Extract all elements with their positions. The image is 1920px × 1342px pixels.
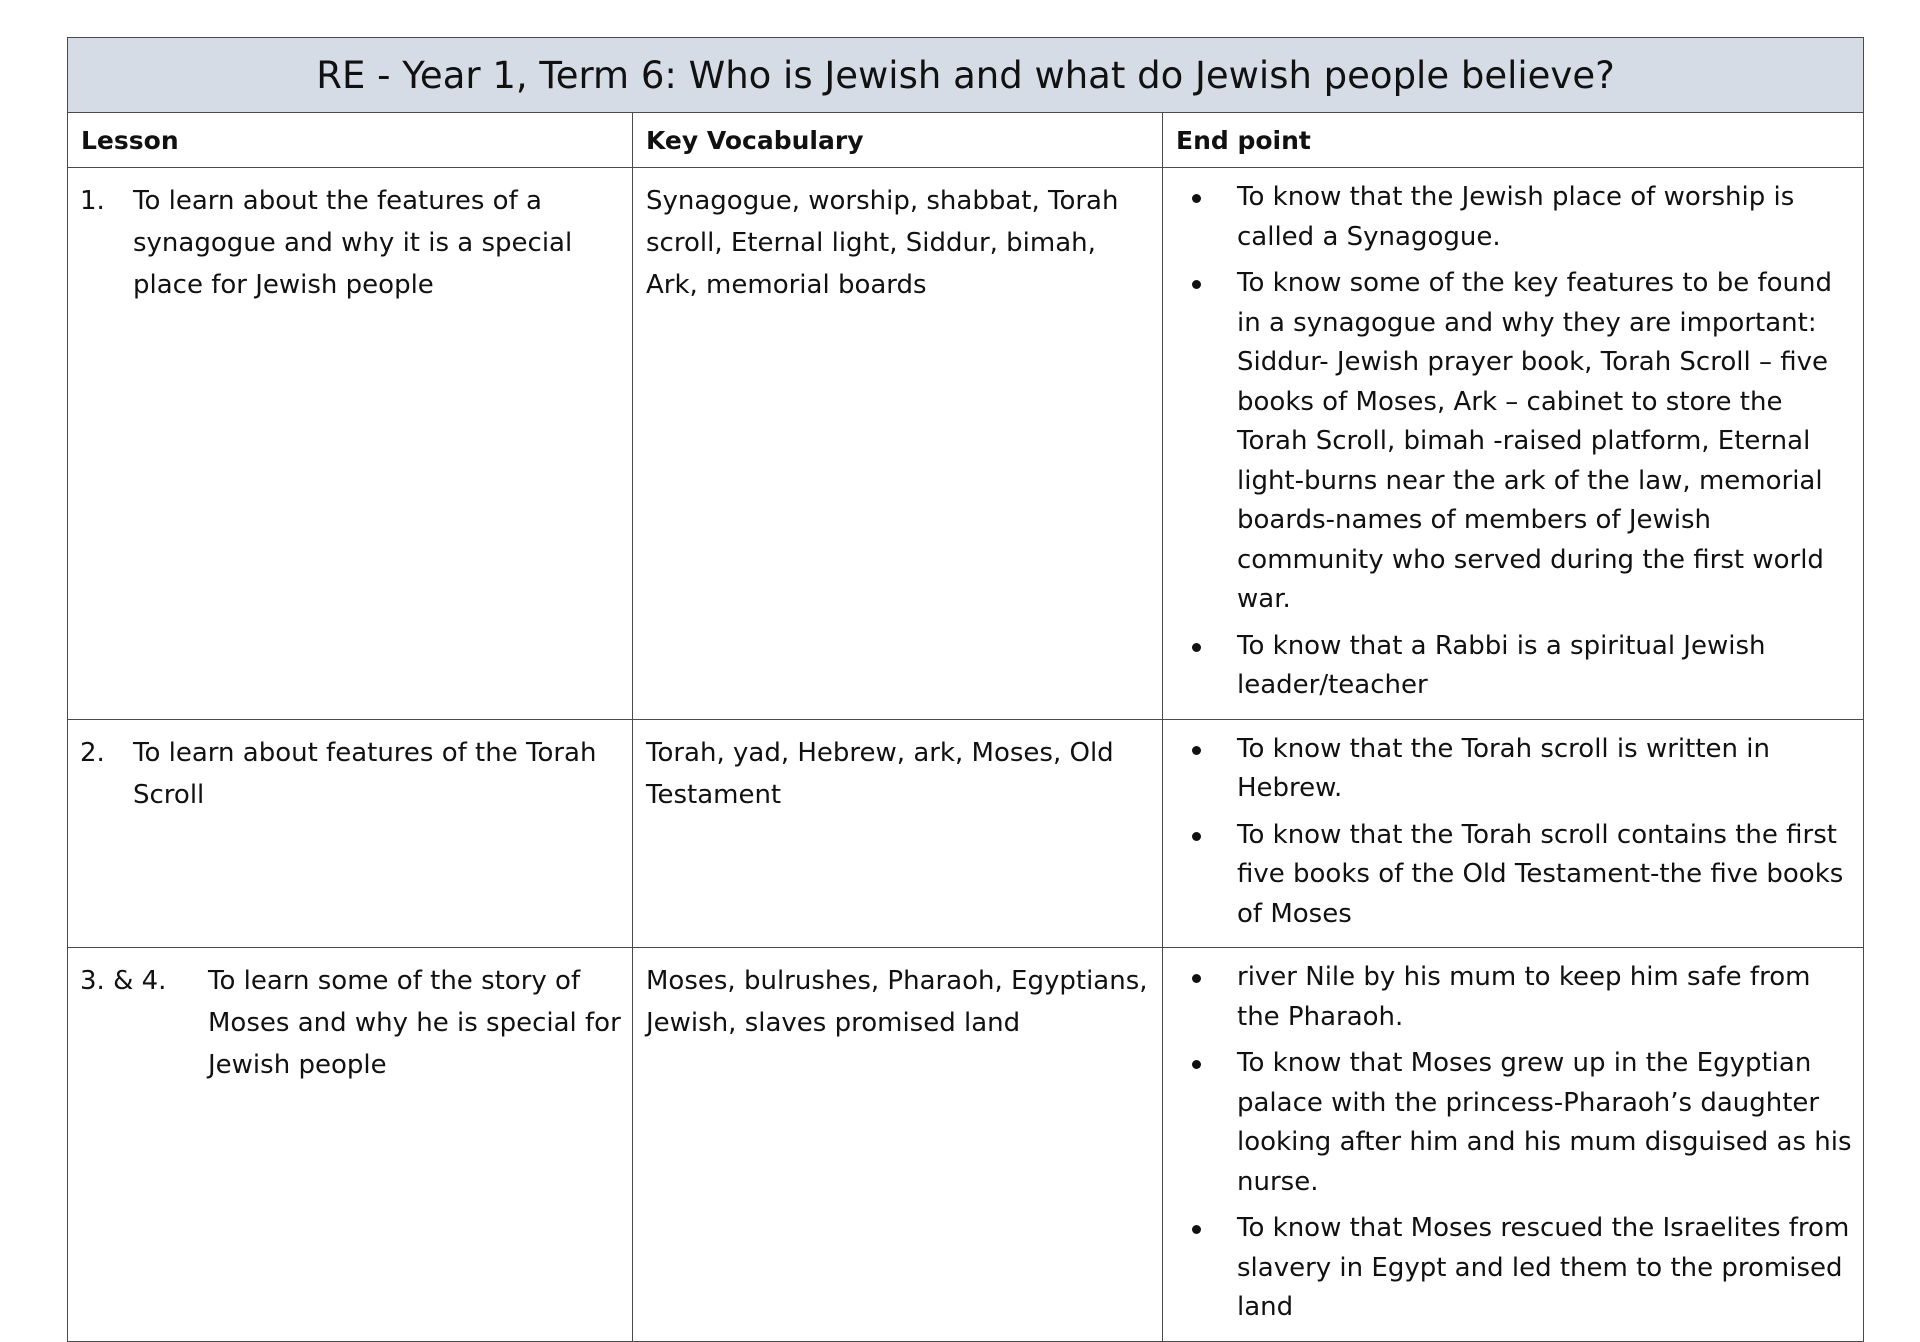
endpoint-cell [1163, 168, 1864, 720]
endpoint-text: river Nile by his mum to keep him safe from the Pharaoh. [1237, 962, 1811, 1032]
bullet-icon [1192, 1225, 1201, 1234]
lesson-text: To learn some of the story of Moses and why he is special for Jewish people [208, 966, 621, 1080]
endpoint-list [1163, 178, 1853, 706]
curriculum-table [67, 37, 1864, 1342]
list-item [1163, 178, 1853, 257]
endpoint-cell [1163, 948, 1864, 1342]
endpoint-cell [1163, 719, 1864, 948]
table-row [68, 168, 1864, 720]
list-item [1163, 627, 1853, 706]
header-end-point: End point [1163, 113, 1864, 168]
lesson-entry [80, 180, 622, 306]
bullet-icon [1192, 643, 1201, 652]
list-item [1163, 816, 1853, 935]
page-title: RE - Year 1, Term 6: Who is Jewish and what do Jewish people believe? [68, 38, 1864, 113]
lesson-entry [80, 960, 622, 1086]
list-item [1163, 958, 1853, 1037]
list-item [1163, 1044, 1853, 1202]
bullet-icon [1192, 832, 1201, 841]
endpoint-list [1163, 730, 1853, 935]
lesson-cell [68, 948, 633, 1342]
lesson-cell [68, 168, 633, 720]
bullet-icon [1192, 194, 1201, 203]
header-key-vocabulary: Key Vocabulary [633, 113, 1163, 168]
endpoint-list [1163, 958, 1853, 1328]
endpoint-text: To know that a Rabbi is a spiritual Jewish leader/teacher [1237, 630, 1766, 700]
vocab-cell: Torah, yad, Hebrew, ark, Moses, Old Testament [633, 719, 1163, 948]
header-row [68, 113, 1864, 168]
lesson-number: 3. & 4. [80, 966, 167, 996]
header-lesson: Lesson [68, 113, 633, 168]
bullet-icon [1192, 280, 1201, 289]
lesson-entry [80, 732, 622, 816]
endpoint-text: To know that Moses rescued the Israelites from slavery in Egypt and led them to the promised land [1237, 1213, 1850, 1322]
vocab-cell: Moses, bulrushes, Pharaoh, Egyptians, Jewish, slaves promised land [633, 948, 1163, 1342]
lesson-number: 2. [80, 737, 105, 768]
list-item [1163, 1209, 1853, 1328]
title-row [68, 38, 1864, 113]
lesson-text: To learn about the features of a synagogue and why it is a special place for Jewish people [133, 186, 573, 300]
lesson-text: To learn about features of the Torah Scroll [133, 737, 597, 810]
endpoint-text: To know that the Torah scroll is written in Hebrew. [1237, 733, 1770, 803]
endpoint-text: To know that the Jewish place of worship is called a Synagogue. [1237, 182, 1795, 252]
lesson-number: 1. [80, 186, 105, 216]
endpoint-text: To know that the Torah scroll contains the first five books of the Old Testament-the five books of Moses [1237, 819, 1844, 929]
vocab-cell: Synagogue, worship, shabbat, Torah scroll, Eternal light, Siddur, bimah, Ark, memorial boards [633, 168, 1163, 720]
list-item [1163, 264, 1853, 620]
lesson-cell [68, 719, 633, 948]
endpoint-text: To know some of the key features to be found in a synagogue and why they are important: Siddur- Jewish prayer book, Torah Scroll – five books of Moses, Ark – cabinet to store the Torah Scroll, bimah -raised platform, Eternal light-burns near the ark of the law, memorial boards-names of members of Jewish community who served during the first world war. [1237, 268, 1833, 614]
bullet-icon [1192, 1060, 1201, 1069]
table-row [68, 719, 1864, 948]
bullet-icon [1192, 746, 1201, 755]
table-row [68, 948, 1864, 1342]
bullet-icon [1192, 974, 1201, 983]
endpoint-text: To know that Moses grew up in the Egyptian palace with the princess-Pharaoh’s daughter looking after him and his mum disguised as his nurse. [1237, 1048, 1852, 1197]
list-item [1163, 730, 1853, 809]
